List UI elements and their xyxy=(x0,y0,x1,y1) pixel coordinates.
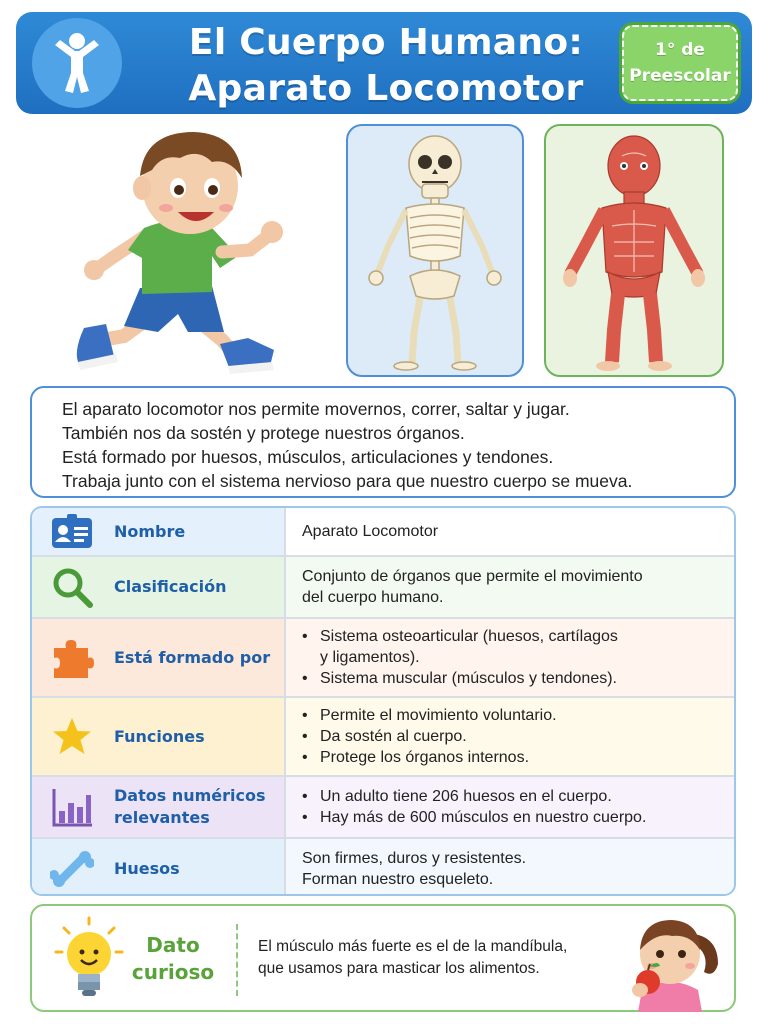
girl-eating-apple-illustration xyxy=(602,908,732,1012)
list-item: • Sistema osteoarticular (huesos, cartílagos xyxy=(302,626,618,647)
intro-line: Trabaja junto con el sistema nervioso para que nuestro cuerpo se mueva. xyxy=(62,471,633,491)
curious-fact-box xyxy=(30,904,736,1012)
row-label-cell xyxy=(32,557,286,617)
intro-line: También nos da sostén y protege nuestros órganos. xyxy=(62,423,465,443)
list-item: • Permite el movimiento voluntario. xyxy=(302,705,557,726)
row-label: Funciones xyxy=(114,726,205,746)
row-label-cell xyxy=(32,839,286,896)
row-label: Está formado por xyxy=(114,647,271,667)
row-label-cell xyxy=(32,698,286,775)
lightbulb-icon xyxy=(54,916,124,1002)
bullet-list xyxy=(302,786,646,828)
page-title-line-2: Aparato Locomotor xyxy=(188,68,584,109)
table-row-funciones xyxy=(32,696,734,775)
row-value-line: Conjunto de órganos que permite el movimiento xyxy=(302,568,643,585)
table-row-formado-por xyxy=(32,617,734,696)
row-value-cell xyxy=(286,508,734,555)
bullet-list xyxy=(302,705,557,768)
row-label xyxy=(114,785,266,829)
divider xyxy=(236,924,238,996)
row-value-line: Son firmes, duros y resistentes. xyxy=(302,849,527,867)
info-table xyxy=(30,506,736,896)
curious-fact-text xyxy=(258,936,608,980)
bar-chart-icon xyxy=(50,785,94,829)
intro-box xyxy=(30,386,736,498)
id-card-icon xyxy=(50,510,94,554)
curious-fact-line: El músculo más fuerte es el de la mandíbula, xyxy=(258,938,568,955)
grade-badge-line-2: Preescolar xyxy=(629,66,731,86)
row-label-line: Datos numéricos xyxy=(114,786,266,805)
list-item: • Protege los órganos internos. xyxy=(302,747,557,768)
star-icon xyxy=(50,715,94,759)
grade-badge xyxy=(621,24,739,102)
intro-line: El aparato locomotor nos permite movernos, correr, saltar y jugar. xyxy=(62,399,570,419)
row-value-cell xyxy=(286,619,734,696)
list-item: • Un adulto tiene 206 huesos en el cuerpo. xyxy=(302,786,646,807)
row-value-cell xyxy=(286,698,734,775)
magnifier-icon xyxy=(50,565,94,609)
row-label-line: relevantes xyxy=(114,808,210,827)
row-label-cell xyxy=(32,777,286,837)
row-value-cell xyxy=(286,557,734,617)
row-value-cell xyxy=(286,839,734,896)
row-value-line: del cuerpo humano. xyxy=(302,589,444,606)
skeleton-illustration xyxy=(348,126,522,375)
skeleton-panel xyxy=(346,124,524,377)
page-title-line-1: El Cuerpo Humano: xyxy=(188,22,584,63)
table-row-huesos xyxy=(32,837,734,896)
row-label: Huesos xyxy=(114,858,180,878)
list-item: • Da sostén al cuerpo. xyxy=(302,726,557,747)
muscular-system-illustration xyxy=(546,126,722,375)
grade-badge-line-1: 1° de xyxy=(655,40,705,60)
table-row-datos-numericos xyxy=(32,775,734,837)
table-row-nombre xyxy=(32,508,734,555)
bone-icon xyxy=(50,847,94,891)
curious-fact-title-line: Dato xyxy=(146,933,200,957)
curious-fact-line: que usamos para masticar los alimentos. xyxy=(258,960,540,977)
running-boy-illustration xyxy=(62,118,302,382)
curious-fact-title-line: curioso xyxy=(131,960,215,984)
row-value: Aparato Locomotor xyxy=(302,523,439,540)
page-title xyxy=(156,20,616,112)
row-value-cell xyxy=(286,777,734,837)
list-item: • Hay más de 600 músculos en nuestro cuerpo. xyxy=(302,807,646,828)
row-label-cell xyxy=(32,619,286,696)
page-header xyxy=(16,12,752,114)
row-label-cell xyxy=(32,508,286,555)
person-arms-up-icon xyxy=(32,18,122,108)
list-item: • Sistema muscular (músculos y tendones). xyxy=(302,668,618,689)
puzzle-icon xyxy=(50,636,94,680)
row-label: Nombre xyxy=(114,521,186,541)
intro-line: Está formado por huesos, músculos, articulaciones y tendones. xyxy=(62,447,554,467)
row-value-line: Forman nuestro esqueleto. xyxy=(302,870,494,888)
muscle-panel xyxy=(544,124,724,377)
curious-fact-title xyxy=(128,932,218,986)
bullet-list xyxy=(302,626,618,689)
row-label: Clasificación xyxy=(114,577,227,596)
list-item: y ligamentos). xyxy=(320,649,420,666)
table-row-clasificacion xyxy=(32,555,734,617)
